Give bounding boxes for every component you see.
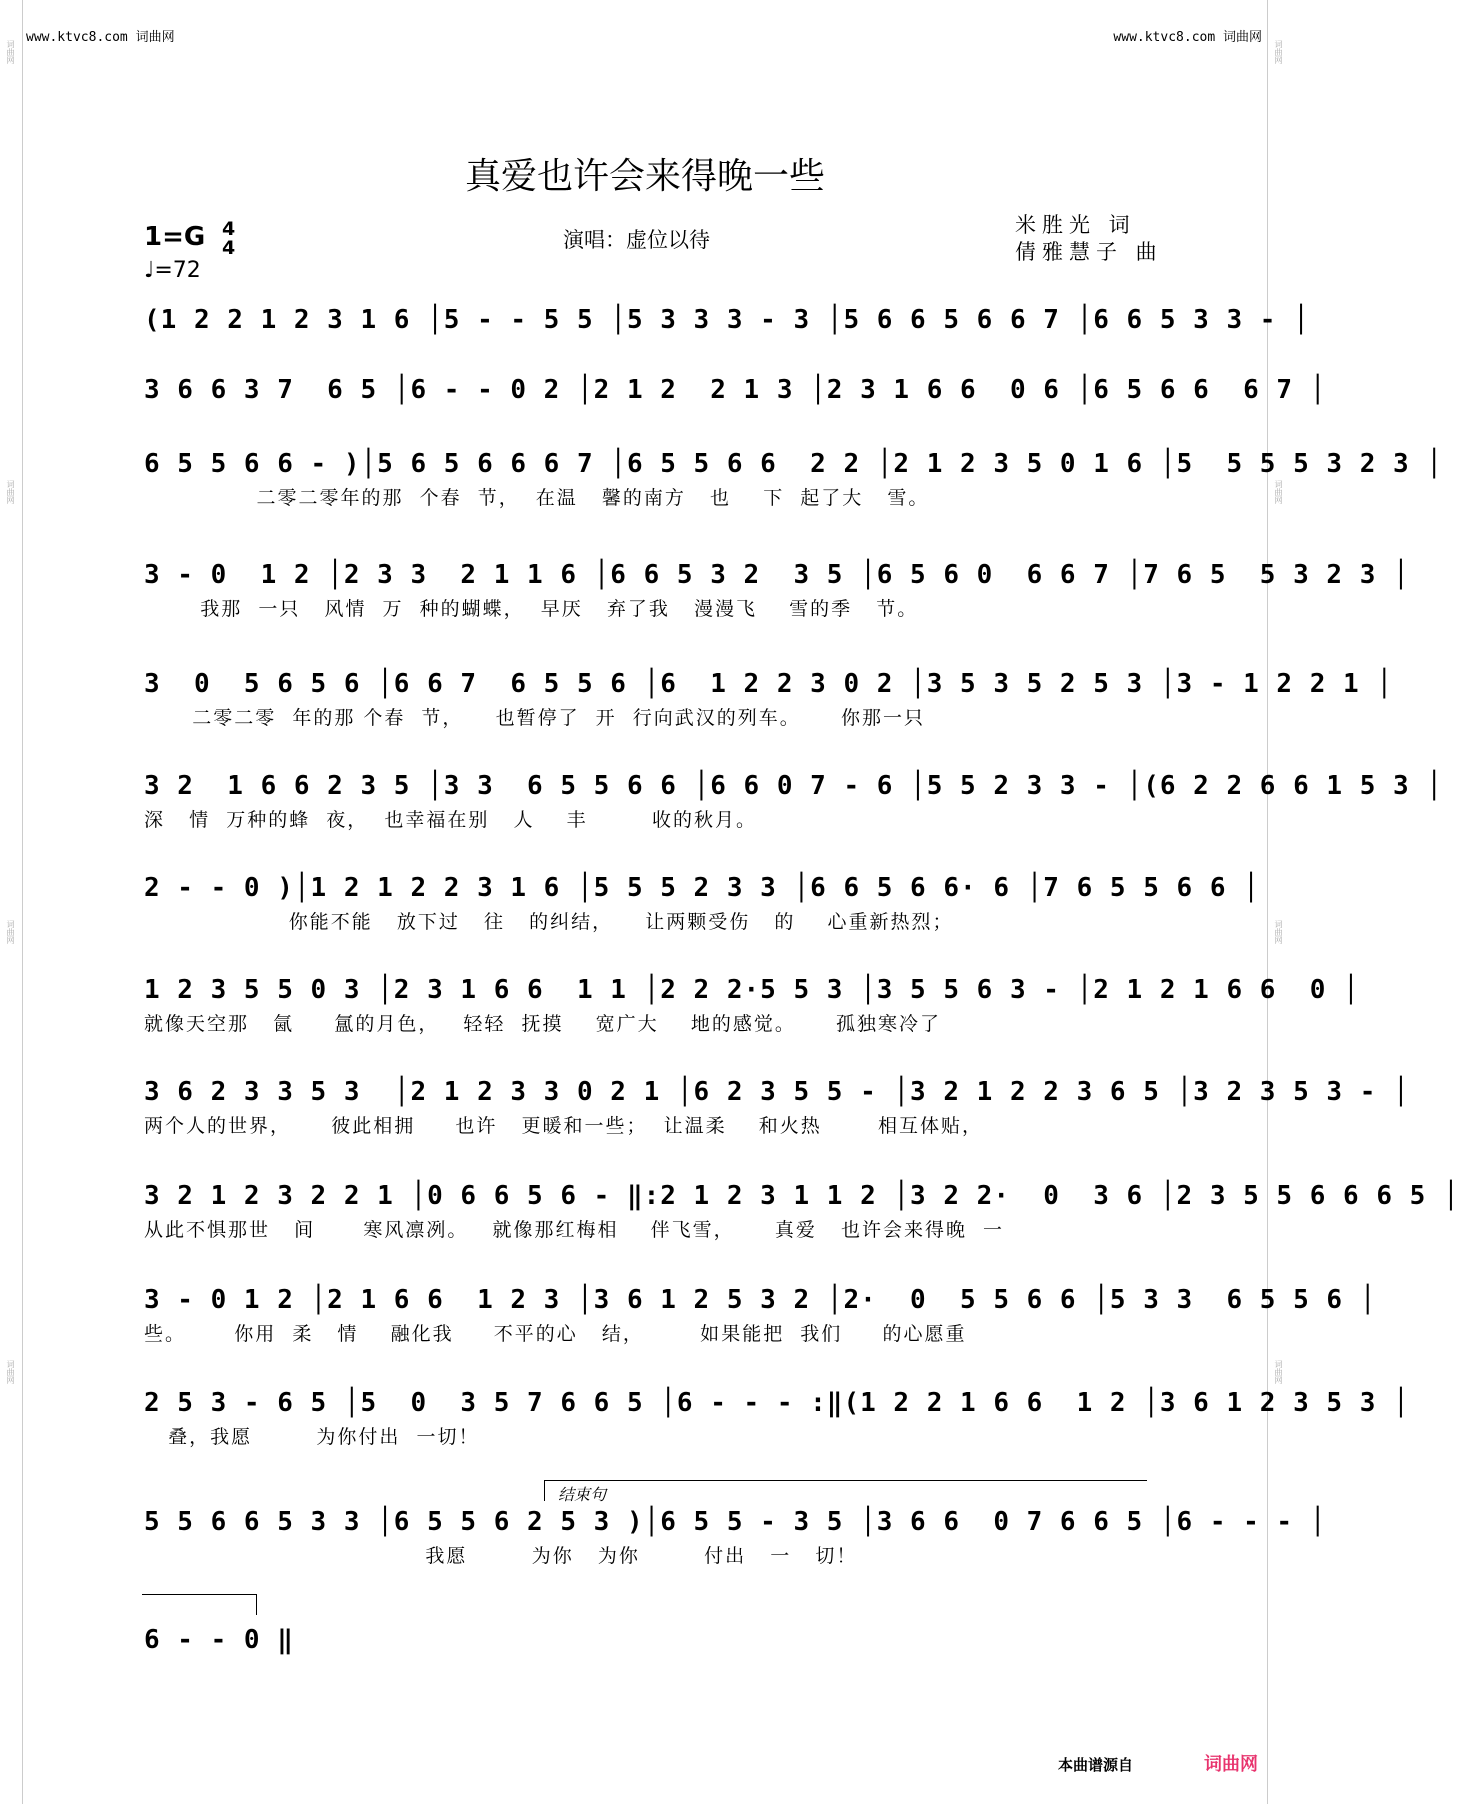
key-signature: 1=G — [144, 222, 206, 252]
notation: 6 5 5 6 6 - )│5 6 5 6 6 6 7 │6 5 5 6 6 2 2 │2 1 2 3 5 0 1 6 │5 5 5 5 3 2 3 │ — [144, 449, 1443, 479]
site-url-left[interactable]: www.ktvc8.com 词曲网 — [26, 30, 175, 45]
watermark: 词曲网 — [1274, 920, 1283, 944]
time-signature — [222, 220, 235, 258]
notation: 3 0 5 6 5 6 │6 6 7 6 5 5 6 │6 1 2 2 3 0 2 │3 5 3 5 2 5 3 │3 - 1 2 2 1 │ — [144, 669, 1393, 699]
notation: 2 5 3 - 6 5 │5 0 3 5 7 6 6 5 │6 - - - :‖(1 2 2 1 6 6 1 2 │3 6 1 2 3 5 3 │ — [144, 1388, 1410, 1418]
score-line-11 — [144, 1280, 1377, 1348]
score-line-6 — [144, 766, 1443, 834]
lyrics: 些。 你用 柔 情 融化我 不平的心 结， 如果能把 我们 的心愿重 — [144, 1323, 967, 1345]
score-line-2 — [144, 370, 1327, 410]
time-signature-top: 4 — [222, 218, 236, 240]
composer-credit: 倩雅慧子 曲 — [1015, 240, 1163, 264]
watermark: 词曲网 — [6, 480, 15, 504]
lyrics: 叠，我愿 为你付出 一切！ — [144, 1426, 480, 1448]
author-credits — [1015, 212, 1163, 266]
notation: 3 6 2 3 3 5 3 │2 1 2 3 3 0 2 1 │6 2 3 5 5 - │3 2 1 2 2 3 6 5 │3 2 3 5 3 - │ — [144, 1077, 1410, 1107]
score-line-5 — [144, 664, 1393, 732]
notation: 3 2 1 2 3 2 2 1 │0 6 6 5 6 - ‖:2 1 2 3 1 1 2 │3 2 2· 0 3 6 │2 3 5 5 6 6 6 5 │ — [144, 1181, 1460, 1211]
watermark: 词曲网 — [1274, 1360, 1283, 1384]
song-title: 真爱也许会来得晚一些 — [464, 156, 825, 197]
tempo-marking: ♩=72 — [144, 258, 201, 283]
score-line-13 — [144, 1502, 1327, 1570]
notation: 6 - - 0 ‖ — [144, 1625, 294, 1655]
score-line-12 — [144, 1383, 1410, 1451]
watermark: 词曲网 — [6, 920, 15, 944]
time-signature-bottom: 4 — [222, 237, 236, 259]
notation: (1 2 2 1 2 3 1 6 │5 - - 5 5 │5 3 3 3 - 3 │5 6 6 5 6 6 7 │6 6 5 3 3 - │ — [144, 305, 1310, 335]
lyrics: 我那 一只 风情 万 种的蝴蝶， 早厌 弃了我 漫漫飞 雪的季 节。 — [144, 598, 919, 620]
site-logo[interactable]: 词曲网 — [1204, 1754, 1258, 1775]
lyrics: 你能不能 放下过 往 的纠结， 让两颗受伤 的 心重新热烈； — [144, 911, 954, 933]
notation: 3 2 1 6 6 2 3 5 │3 3 6 5 5 6 6 │6 6 0 7 - 6 │5 5 2 3 3 - │(6 2 2 6 6 1 5 3 │ — [144, 771, 1443, 801]
notation: 3 6 6 3 7 6 5 │6 - - 0 2 │2 1 2 2 1 3 │2 3 1 6 6 0 6 │6 5 6 6 6 7 │ — [144, 375, 1327, 405]
ending-label: 结束句 — [558, 1485, 607, 1504]
lyrics: 深 情 万种的蜂 夜， 也幸福在别 人 丰 收的秋月。 — [144, 809, 757, 831]
site-url-right[interactable]: www.ktvc8.com 词曲网 — [1113, 30, 1262, 45]
lyrics: 两个人的世界， 彼此相拥 也许 更暖和一些； 让温柔 和火热 相互体贴， — [144, 1115, 984, 1137]
notation: 5 5 6 6 5 3 3 │6 5 5 6 2 5 3 )│6 5 5 - 3 5 │3 6 6 0 7 6 6 5 │6 - - - │ — [144, 1507, 1327, 1537]
lyrics: 就像天空那 氤 氲的月色， 轻轻 抚摸 宽广大 地的感觉。 孤独寒冷了 — [144, 1013, 942, 1035]
score-line-4 — [144, 555, 1410, 623]
notation: 2 - - 0 )│1 2 1 2 2 3 1 6 │5 5 5 2 3 3 │6 6 5 6 6· 6 │7 6 5 5 6 6 │ — [144, 873, 1260, 903]
watermark: 词曲网 — [1274, 480, 1283, 504]
left-margin-strip — [0, 0, 23, 1804]
lyrics: 从此不惧那世 间 寒风凛冽。 就像那红梅相 伴飞雪， 真爱 也许会来得晚 一 — [144, 1219, 1005, 1241]
watermark: 词曲网 — [6, 40, 15, 64]
singer-credit: 演唱：虚位以待 — [563, 228, 710, 252]
lyrics: 二零二零年的那 个春 节， 在温 馨的南方 也 下 起了大 雪。 — [144, 487, 930, 509]
watermark: 词曲网 — [6, 1360, 15, 1384]
lyrics: 我愿 为你 为你 付出 一 切！ — [144, 1545, 858, 1567]
score-line-1 — [144, 300, 1310, 340]
score-line-9 — [144, 1072, 1410, 1140]
source-label: 本曲谱源自 — [1058, 1756, 1134, 1774]
ending-bracket — [544, 1480, 1147, 1501]
score-line-7 — [144, 868, 1260, 936]
score-line-10 — [144, 1176, 1460, 1244]
lyricist-credit: 米胜光 词 — [1015, 213, 1136, 237]
lyrics: 二零二零 年的那 个春 节， 也暂停了 开 行向武汉的列车。 你那一只 — [144, 707, 925, 729]
final-bracket — [142, 1594, 257, 1615]
notation: 1 2 3 5 5 0 3 │2 3 1 6 6 1 1 │2 2 2·5 5 3 │3 5 5 6 3 - │2 1 2 1 6 6 0 │ — [144, 975, 1360, 1005]
notation: 3 - 0 1 2 │2 1 6 6 1 2 3 │3 6 1 2 5 3 2 │2· 0 5 5 6 6 │5 3 3 6 5 5 6 │ — [144, 1285, 1377, 1315]
watermark: 词曲网 — [1274, 40, 1283, 64]
notation: 3 - 0 1 2 │2 3 3 2 1 1 6 │6 6 5 3 2 3 5 │6 5 6 0 6 6 7 │7 6 5 5 3 2 3 │ — [144, 560, 1410, 590]
score-line-8 — [144, 970, 1360, 1038]
score-line-14 — [144, 1620, 1150, 1660]
